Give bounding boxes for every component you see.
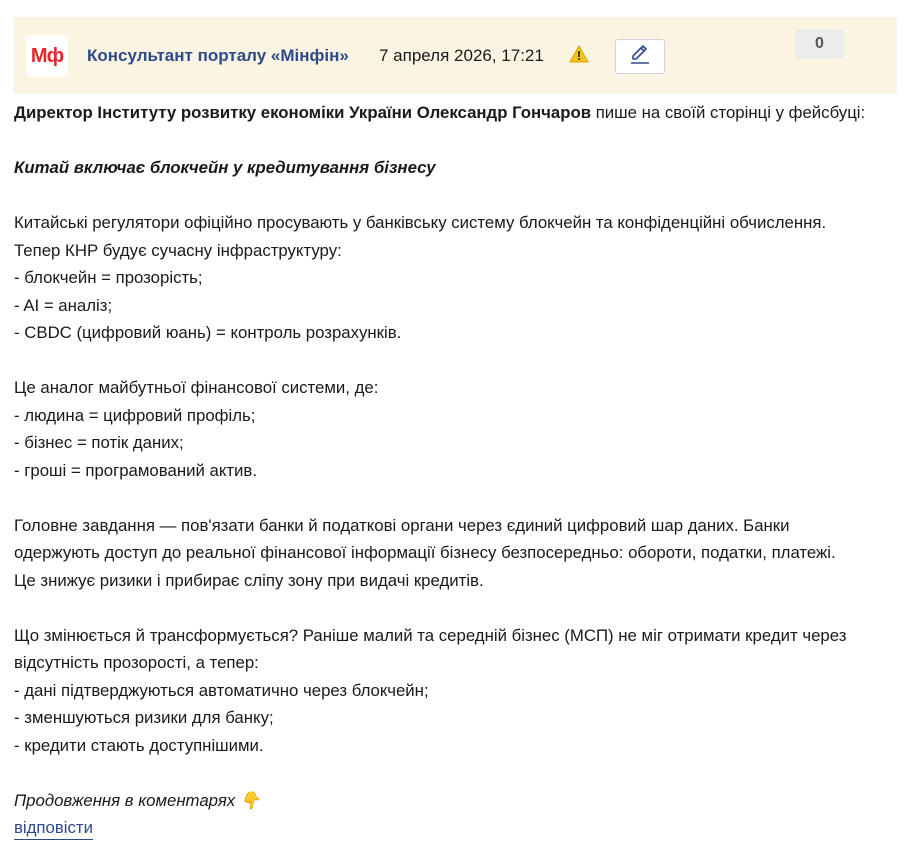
intro-bold: Директор Інституту розвитку економіки України Олександр Гончаров <box>14 103 592 122</box>
list-item: - зменшуються ризики для банку; <box>14 708 274 727</box>
headline: Китай включає блокчейн у кредитування бізнесу <box>14 158 436 177</box>
paragraph-line: одержують доступ до реальної фінансової інформації бізнесу безпосередньо: обороти, податки, платежі. <box>14 543 836 562</box>
list-item: - дані підтверджуються автоматично через блокчейн; <box>14 680 429 700</box>
list-item: - блокчейн = прозорість; <box>14 268 203 287</box>
list-item: - CBDC (цифровий юань) = контроль розрахунків. <box>14 323 402 342</box>
intro-rest: пише на своїй сторінці у фейсбуці: <box>591 103 866 122</box>
reply-link[interactable]: відповісти <box>14 817 93 840</box>
author-link[interactable]: Консультант порталу «Мінфін» <box>87 46 349 65</box>
paragraph-line: відсутність прозорості, а тепер: <box>14 653 259 672</box>
paragraph-line: Тепер КНР будує сучасну інфраструктуру: <box>14 240 342 260</box>
paragraph-line: Це знижує ризики і прибирає сліпу зону при видачі кредитів. <box>14 570 484 590</box>
warning-icon[interactable] <box>569 45 589 63</box>
list-item: - бізнес = потік даних; <box>14 433 184 452</box>
paragraph-line: Що змінюється й трансформується? Раніше малий та середній бізнес (МСП) не міг отримати кредит через <box>14 625 847 645</box>
comment-post <box>14 17 897 842</box>
paragraph-line: Головне завдання — пов'язати банки й податкові органи через єдиний цифровий шар даних. Банки <box>14 515 790 535</box>
list-item: - гроші = програмований актив. <box>14 460 258 480</box>
comment-header <box>14 17 897 94</box>
paragraph-line: Це аналог майбутньої фінансової системи, де: <box>14 378 379 397</box>
edit-button[interactable] <box>615 39 665 74</box>
rating-counter[interactable]: 0 <box>795 29 844 59</box>
post-body <box>14 94 897 842</box>
post-date: 7 апреля 2026, 17:21 <box>379 46 544 65</box>
intro-line <box>14 99 897 127</box>
continuation-note: Продовження в коментарях 👇 <box>14 790 261 810</box>
paragraph-line: Китайські регулятори офіційно просувають у банківську систему блокчейн та конфіденційні обчислення. <box>14 213 827 232</box>
pencil-icon <box>628 43 652 70</box>
minfin-logo[interactable]: Мф <box>26 35 68 77</box>
list-item: - людина = цифровий профіль; <box>14 405 256 425</box>
list-item: - кредити стають доступнішими. <box>14 735 264 755</box>
list-item: - AI = аналіз; <box>14 295 113 315</box>
